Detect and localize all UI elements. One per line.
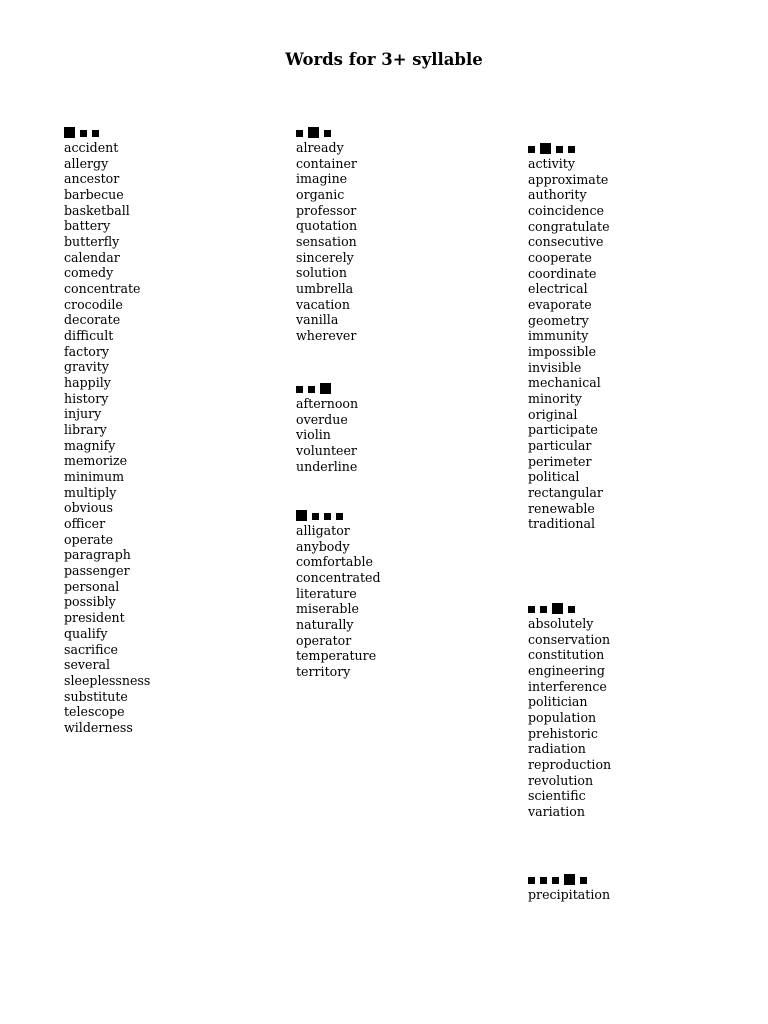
word-item: alligator <box>296 523 350 538</box>
word-item: comfortable <box>296 554 373 570</box>
word-item: container <box>296 155 357 171</box>
word-item: magnify <box>64 437 116 453</box>
word-item: qualify <box>64 625 108 641</box>
word-item: territory <box>296 664 351 680</box>
stress-pattern-icon <box>528 598 611 614</box>
word-item: injury <box>64 406 102 422</box>
word-item: coordinate <box>528 265 597 281</box>
word-item: engineering <box>528 663 605 679</box>
word-item: wherever <box>296 328 357 344</box>
word-item: consecutive <box>528 234 604 250</box>
word-item: substitute <box>64 688 128 704</box>
unstressed-syllable-icon <box>552 877 559 884</box>
word-item: population <box>528 710 597 726</box>
word-list <box>296 140 357 344</box>
word-item: electrical <box>528 281 588 297</box>
word-item: history <box>64 390 109 406</box>
word-item: passenger <box>64 563 130 579</box>
word-item: afternoon <box>296 396 359 411</box>
word-item: original <box>528 406 578 422</box>
word-item: rectangular <box>528 485 603 501</box>
word-item: politician <box>528 694 588 710</box>
word-item: political <box>528 469 580 485</box>
word-item: naturally <box>296 617 354 633</box>
word-item: geometry <box>528 312 589 328</box>
word-item: happily <box>64 375 111 391</box>
word-item: cooperate <box>528 250 592 266</box>
unstressed-syllable-icon <box>80 130 87 137</box>
word-item: invisible <box>528 359 582 375</box>
word-item: library <box>64 422 107 438</box>
unstressed-syllable-icon <box>556 146 563 153</box>
word-item: already <box>296 140 344 155</box>
word-list <box>528 156 610 532</box>
word-item: accident <box>64 140 119 155</box>
word-item: mechanical <box>528 375 601 391</box>
word-item: sacrifice <box>64 641 118 657</box>
word-group <box>296 505 381 680</box>
word-item: concentrate <box>64 281 141 297</box>
word-item: approximate <box>528 171 609 187</box>
word-item: sincerely <box>296 249 354 265</box>
word-item: literature <box>296 585 357 601</box>
unstressed-syllable-icon <box>92 130 99 137</box>
unstressed-syllable-icon <box>528 877 535 884</box>
word-item: underline <box>296 458 358 474</box>
unstressed-syllable-icon <box>580 877 587 884</box>
word-item: conservation <box>528 631 611 647</box>
word-item: sleeplessness <box>64 672 151 688</box>
word-item: precipitation <box>528 887 611 902</box>
unstressed-syllable-icon <box>296 386 303 393</box>
word-item: factory <box>64 343 110 359</box>
word-item: reproduction <box>528 757 612 773</box>
word-item: anybody <box>296 538 350 554</box>
unstressed-syllable-icon <box>568 606 575 613</box>
stressed-syllable-icon <box>296 510 307 521</box>
word-item: prehistoric <box>528 725 598 741</box>
word-item: obvious <box>64 500 113 516</box>
word-item: wilderness <box>64 719 133 735</box>
word-item: volunteer <box>296 443 357 459</box>
stressed-syllable-icon <box>320 383 331 394</box>
word-item: quotation <box>296 218 358 234</box>
unstressed-syllable-icon <box>308 386 315 393</box>
stress-pattern-icon <box>296 378 358 394</box>
word-item: interference <box>528 678 607 694</box>
word-item: memorize <box>64 453 128 469</box>
stressed-syllable-icon <box>552 603 563 614</box>
word-item: minimum <box>64 469 125 485</box>
word-item: crocodile <box>64 296 123 312</box>
word-item: sensation <box>296 234 357 250</box>
word-item: solution <box>296 265 347 281</box>
word-item: evaporate <box>528 297 592 313</box>
word-item: constitution <box>528 647 605 663</box>
word-item: coincidence <box>528 203 604 219</box>
word-item: temperature <box>296 648 377 664</box>
page-title: Words for 3+ syllable <box>285 50 483 69</box>
word-item: radiation <box>528 741 586 757</box>
word-item: revolution <box>528 772 594 788</box>
word-list <box>528 616 611 820</box>
word-item: battery <box>64 218 111 234</box>
word-group <box>296 378 358 474</box>
word-list <box>528 887 610 903</box>
word-item: operate <box>64 531 114 547</box>
stressed-syllable-icon <box>64 127 75 138</box>
word-item: comedy <box>64 265 114 281</box>
stressed-syllable-icon <box>308 127 319 138</box>
unstressed-syllable-icon <box>568 146 575 153</box>
word-item: professor <box>296 202 357 218</box>
word-item: absolutely <box>528 616 594 631</box>
word-item: ancestor <box>64 171 120 187</box>
word-item: vanilla <box>296 312 339 328</box>
unstressed-syllable-icon <box>528 146 535 153</box>
word-item: participate <box>528 422 598 438</box>
word-item: imagine <box>296 171 348 187</box>
unstressed-syllable-icon <box>312 513 319 520</box>
unstressed-syllable-icon <box>324 130 331 137</box>
word-list <box>64 140 150 736</box>
word-item: allergy <box>64 155 109 171</box>
word-item: umbrella <box>296 281 354 297</box>
word-list <box>296 396 358 474</box>
word-group <box>528 138 610 532</box>
stress-pattern-icon <box>296 505 381 521</box>
stressed-syllable-icon <box>540 143 551 154</box>
word-item: basketball <box>64 202 130 218</box>
word-group <box>528 598 611 820</box>
unstressed-syllable-icon <box>324 513 331 520</box>
unstressed-syllable-icon <box>296 130 303 137</box>
word-item: decorate <box>64 312 121 328</box>
word-item: scientific <box>528 788 586 804</box>
word-item: variation <box>528 804 585 820</box>
word-item: renewable <box>528 500 595 516</box>
word-item: minority <box>528 391 582 407</box>
word-item: activity <box>528 156 575 171</box>
word-item: concentrated <box>296 570 381 586</box>
unstressed-syllable-icon <box>336 513 343 520</box>
word-group <box>528 869 610 903</box>
word-item: traditional <box>528 516 595 532</box>
word-item: impossible <box>528 344 597 360</box>
word-item: butterfly <box>64 234 120 250</box>
stress-pattern-icon <box>528 869 610 885</box>
stress-pattern-icon <box>528 138 610 154</box>
stress-pattern-icon <box>64 122 150 138</box>
word-item: gravity <box>64 359 109 375</box>
unstressed-syllable-icon <box>540 606 547 613</box>
word-item: authority <box>528 187 587 203</box>
word-item: organic <box>296 187 345 203</box>
unstressed-syllable-icon <box>528 606 535 613</box>
word-item: immunity <box>528 328 589 344</box>
word-item: paragraph <box>64 547 131 563</box>
word-item: telescope <box>64 704 125 720</box>
word-list <box>296 523 381 680</box>
stress-pattern-icon <box>296 122 357 138</box>
word-item: violin <box>296 427 331 443</box>
word-item: particular <box>528 438 592 454</box>
word-item: calendar <box>64 249 120 265</box>
word-group <box>64 122 150 736</box>
unstressed-syllable-icon <box>540 877 547 884</box>
word-item: operator <box>296 632 352 648</box>
word-item: president <box>64 610 125 626</box>
word-item: several <box>64 657 111 673</box>
word-item: congratulate <box>528 218 610 234</box>
word-item: barbecue <box>64 187 124 203</box>
word-item: personal <box>64 578 120 594</box>
word-item: miserable <box>296 601 359 617</box>
word-item: difficult <box>64 328 114 344</box>
word-item: vacation <box>296 296 350 312</box>
word-item: officer <box>64 516 106 532</box>
word-item: possibly <box>64 594 116 610</box>
word-item: overdue <box>296 411 348 427</box>
word-item: perimeter <box>528 453 592 469</box>
word-item: multiply <box>64 484 117 500</box>
stressed-syllable-icon <box>564 874 575 885</box>
word-group <box>296 122 357 344</box>
